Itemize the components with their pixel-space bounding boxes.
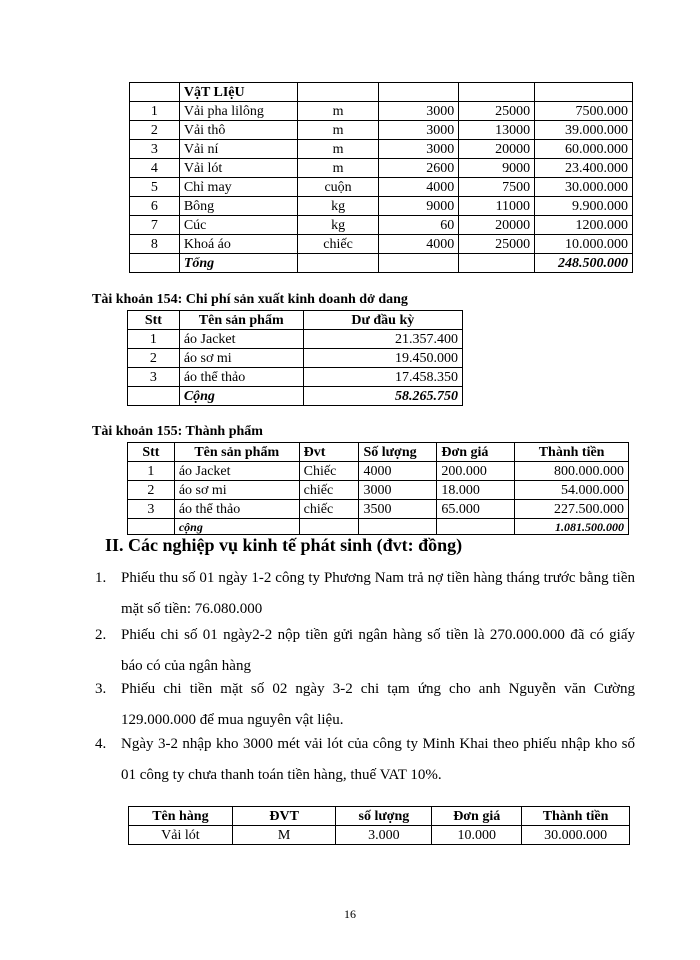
cell: 3500 bbox=[359, 500, 437, 519]
table-row bbox=[130, 216, 633, 235]
total-row bbox=[128, 387, 463, 406]
cell: 39.000.000 bbox=[535, 121, 633, 140]
cell: 9000 bbox=[459, 159, 535, 178]
cell: Vải thô bbox=[179, 121, 297, 140]
total-label: Tổng bbox=[179, 254, 297, 273]
cell: 1200.000 bbox=[535, 216, 633, 235]
header-cell: Tên sản phẩm bbox=[174, 443, 299, 462]
cell: 1 bbox=[128, 462, 175, 481]
list-item-text: Ngày 3-2 nhập kho 3000 mét vải lót của công ty Minh Khai theo phiếu nhập kho số 01 công ty chưa thanh toán tiền hàng, thuế VAT 10%. bbox=[121, 736, 635, 783]
cell: M bbox=[232, 826, 336, 845]
page-number: 16 bbox=[344, 907, 356, 921]
cell: Vải pha lilông bbox=[179, 102, 297, 121]
cell: m bbox=[297, 159, 379, 178]
cell: 2 bbox=[130, 121, 180, 140]
cell: m bbox=[297, 102, 379, 121]
cell: 2 bbox=[128, 481, 175, 500]
table-row bbox=[130, 159, 633, 178]
cell: 20000 bbox=[459, 216, 535, 235]
cell: kg bbox=[297, 197, 379, 216]
cell: 3 bbox=[128, 368, 180, 387]
cell: 20000 bbox=[459, 140, 535, 159]
list-item bbox=[95, 674, 635, 736]
cell: 19.450.000 bbox=[303, 349, 462, 368]
list-item-number: 1. bbox=[95, 570, 107, 586]
cell: 3000 bbox=[379, 102, 459, 121]
table-row bbox=[130, 140, 633, 159]
cell: 21.357.400 bbox=[303, 330, 462, 349]
list-item-number: 3. bbox=[95, 681, 107, 697]
table-row bbox=[128, 481, 629, 500]
header-cell: Thành tiền bbox=[522, 807, 630, 826]
header-cell: ĐVT bbox=[232, 807, 336, 826]
cell: Khoá áo bbox=[179, 235, 297, 254]
cell: chiếc bbox=[299, 500, 359, 519]
header-cell: Thành tiền bbox=[515, 443, 629, 462]
cell: 3.000 bbox=[336, 826, 432, 845]
cell: 9000 bbox=[379, 197, 459, 216]
cell: áo Jacket bbox=[179, 330, 303, 349]
table-row bbox=[130, 235, 633, 254]
header-cell: Đơn giá bbox=[437, 443, 515, 462]
cell: 30.000.000 bbox=[522, 826, 630, 845]
cell: 3 bbox=[128, 500, 175, 519]
cell: 11000 bbox=[459, 197, 535, 216]
table-row bbox=[130, 178, 633, 197]
header-cell: Dư đầu kỳ bbox=[303, 311, 462, 330]
cell: 227.500.000 bbox=[515, 500, 629, 519]
table-row bbox=[129, 826, 630, 845]
cell: 200.000 bbox=[437, 462, 515, 481]
cell: 18.000 bbox=[437, 481, 515, 500]
total-row bbox=[130, 254, 633, 273]
goods-table bbox=[128, 806, 630, 845]
cell: 7 bbox=[130, 216, 180, 235]
cell: 54.000.000 bbox=[515, 481, 629, 500]
cell: 10.000.000 bbox=[535, 235, 633, 254]
cell: m bbox=[297, 140, 379, 159]
table-row bbox=[130, 121, 633, 140]
cell: 23.400.000 bbox=[535, 159, 633, 178]
table-row bbox=[128, 330, 463, 349]
list-item-number: 4. bbox=[95, 736, 107, 752]
cell: 8 bbox=[130, 235, 180, 254]
cell: 4000 bbox=[359, 462, 437, 481]
cell: áo thể thảo bbox=[174, 500, 299, 519]
cell: 65.000 bbox=[437, 500, 515, 519]
list-item bbox=[95, 729, 635, 791]
cell: áo sơ mi bbox=[179, 349, 303, 368]
cell: Vải ní bbox=[179, 140, 297, 159]
section-heading: II. Các nghiệp vụ kinh tế phát sinh (đvt: đồng) bbox=[105, 535, 463, 555]
acc154-title: Tài khoản 154: Chi phí sản xuất kinh doanh dở dang bbox=[92, 292, 408, 307]
cell: 60 bbox=[379, 216, 459, 235]
table-row bbox=[128, 349, 463, 368]
total-value: 58.265.750 bbox=[303, 387, 462, 406]
list-item-text: Phiếu chi tiền mặt số 02 ngày 3-2 chi tạm ứng cho anh Nguyễn văn Cường 129.000.000 để mua nguyên vật liệu. bbox=[121, 681, 635, 728]
total-label: Cộng bbox=[179, 387, 303, 406]
cell: 5 bbox=[130, 178, 180, 197]
cell: 4 bbox=[130, 159, 180, 178]
acc154-header-row bbox=[128, 311, 463, 330]
cell: chiếc bbox=[299, 481, 359, 500]
cell: 30.000.000 bbox=[535, 178, 633, 197]
cell: 25000 bbox=[459, 102, 535, 121]
cell: 4000 bbox=[379, 235, 459, 254]
acc155-header-row bbox=[128, 443, 629, 462]
header-cell: Đvt bbox=[299, 443, 359, 462]
cell: 7500 bbox=[459, 178, 535, 197]
materials-header-row bbox=[130, 83, 633, 102]
cell: Cúc bbox=[179, 216, 297, 235]
acc155-title: Tài khoản 155: Thành phẩm bbox=[92, 424, 263, 439]
table-row bbox=[130, 197, 633, 216]
total-label: cộng bbox=[174, 519, 299, 535]
cell: 10.000 bbox=[432, 826, 522, 845]
acc154-table bbox=[127, 310, 463, 406]
cell: 4000 bbox=[379, 178, 459, 197]
list-item bbox=[95, 620, 635, 682]
header-cell: số lượng bbox=[336, 807, 432, 826]
cell: Chiếc bbox=[299, 462, 359, 481]
cell: 3000 bbox=[379, 121, 459, 140]
cell: 800.000.000 bbox=[515, 462, 629, 481]
cell: 3000 bbox=[359, 481, 437, 500]
header-cell: Stt bbox=[128, 311, 180, 330]
table-row bbox=[128, 462, 629, 481]
goods-header-row bbox=[129, 807, 630, 826]
cell: 6 bbox=[130, 197, 180, 216]
total-value: 1.081.500.000 bbox=[515, 519, 629, 535]
cell: 17.458.350 bbox=[303, 368, 462, 387]
cell: áo Jacket bbox=[174, 462, 299, 481]
cell: cuộn bbox=[297, 178, 379, 197]
list-item-text: Phiếu thu số 01 ngày 1-2 công ty Phương Nam trả nợ tiền hàng tháng trước bằng tiền mặt số tiền: 76.080.000 bbox=[121, 570, 635, 617]
header-cell: Tên hàng bbox=[129, 807, 233, 826]
cell: 2 bbox=[128, 349, 180, 368]
cell: Bông bbox=[179, 197, 297, 216]
cell: 25000 bbox=[459, 235, 535, 254]
materials-table bbox=[129, 82, 633, 273]
total-row bbox=[128, 519, 629, 535]
cell: 9.900.000 bbox=[535, 197, 633, 216]
cell: Chỉ may bbox=[179, 178, 297, 197]
list-item-number: 2. bbox=[95, 627, 107, 643]
acc155-table bbox=[127, 442, 629, 535]
list-item bbox=[95, 563, 635, 625]
cell: 60.000.000 bbox=[535, 140, 633, 159]
cell: 3000 bbox=[379, 140, 459, 159]
total-value: 248.500.000 bbox=[535, 254, 633, 273]
cell: 1 bbox=[128, 330, 180, 349]
table-row bbox=[128, 368, 463, 387]
header-cell: Đơn giá bbox=[432, 807, 522, 826]
table-row bbox=[128, 500, 629, 519]
cell: Vải lót bbox=[129, 826, 233, 845]
materials-header: VậT LIệU bbox=[179, 83, 297, 102]
header-cell: Stt bbox=[128, 443, 175, 462]
cell: áo thể thảo bbox=[179, 368, 303, 387]
header-cell: Số lượng bbox=[359, 443, 437, 462]
cell: 3 bbox=[130, 140, 180, 159]
cell: kg bbox=[297, 216, 379, 235]
cell: áo sơ mi bbox=[174, 481, 299, 500]
cell: chiếc bbox=[297, 235, 379, 254]
cell: 7500.000 bbox=[535, 102, 633, 121]
table-row bbox=[130, 102, 633, 121]
header-cell: Tên sản phẩm bbox=[179, 311, 303, 330]
cell: 1 bbox=[130, 102, 180, 121]
cell: 2600 bbox=[379, 159, 459, 178]
cell: m bbox=[297, 121, 379, 140]
cell: Vải lót bbox=[179, 159, 297, 178]
cell: 13000 bbox=[459, 121, 535, 140]
list-item-text: Phiếu chi số 01 ngày2-2 nộp tiền gửi ngân hàng số tiền là 270.000.000 đã có giấy báo có của ngân hàng bbox=[121, 627, 635, 674]
